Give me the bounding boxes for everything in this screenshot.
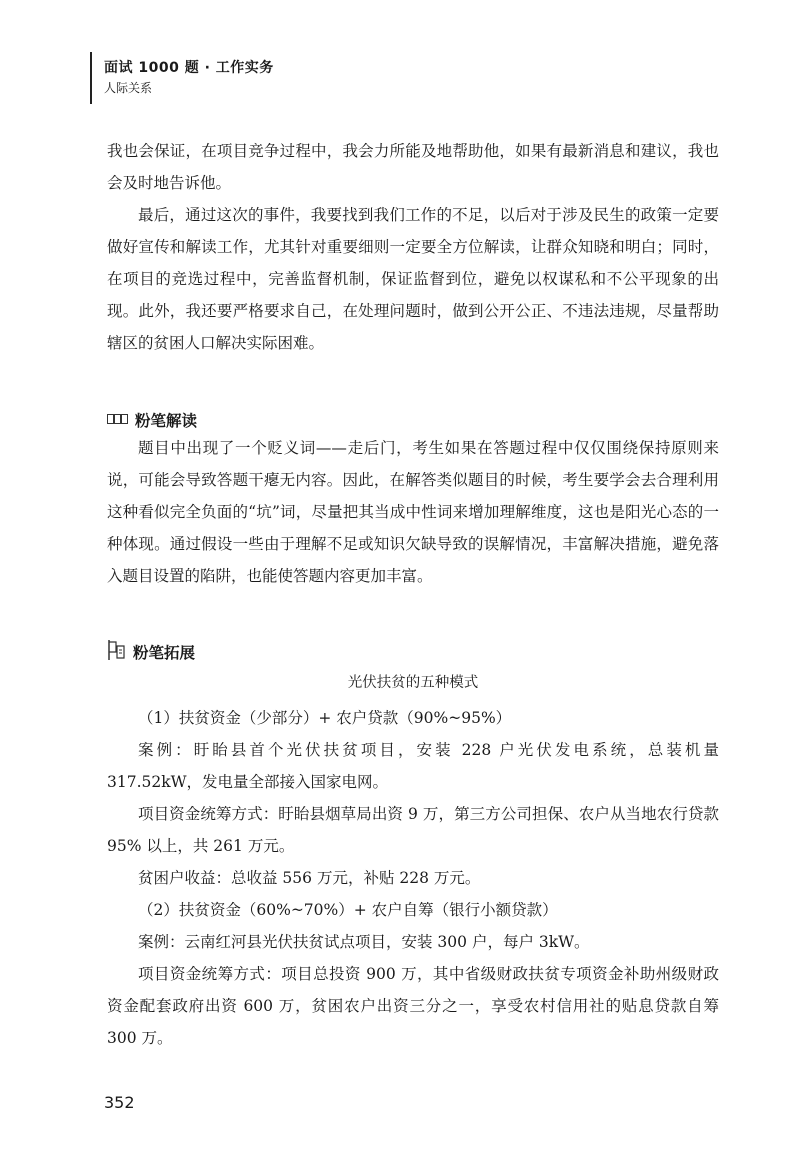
expansion-heading <box>107 640 195 664</box>
interpretation-text <box>107 432 719 592</box>
header-rule <box>90 52 92 104</box>
paragraph: 案例：云南红河县光伏扶贫试点项目，安装 300 户，每户 3kW。 <box>138 933 590 951</box>
running-header-subtitle: 人际关系 <box>104 81 153 95</box>
paragraph: （1）扶贫资金（少部分）+ 农户贷款（90%~95%） <box>138 709 512 727</box>
paragraph: 我也会保证，在项目竞争过程中，我会力所能及地帮助他，如果有最新消息和建议，我也会及时地告诉他。 <box>107 142 719 192</box>
paragraph: （2）扶贫资金（60%~70%）+ 农户自筹（银行小额贷款） <box>138 901 558 919</box>
interpretation-heading <box>107 408 197 432</box>
running-header-title: 面试 1000 题 · 工作实务 <box>104 60 274 76</box>
expansion-title: 光伏扶贫的五种模式 <box>347 675 479 691</box>
paragraph: 案例：盱眙县首个光伏扶贫项目，安装 228 户光伏发电系统，总装机量 317.52kW，发电量全部接入国家电网。 <box>107 741 719 791</box>
paragraph: 题目中出现了一个贬义词——走后门，考生如果在答题过程中仅仅围绕保持原则来说，可能会导致答题干瘪无内容。因此，在解答类似题目的时候，考生要学会去合理利用这种看似完全负面的“坑”词，尽量把其当成中性词来增加理解维度，这也是阳光心态的一种体现。通过假设一些由于理解不足或知识欠缺导致的误解情况，丰富解决措施，避免落入题目设置的陷阱，也能使答题内容更加丰富。 <box>107 439 719 585</box>
expansion-text <box>107 702 719 1054</box>
paragraph: 最后，通过这次的事件，我要找到我们工作的不足，以后对于涉及民生的政策一定要做好宣传和解读工作，尤其针对重要细则一定要全方位解读，让群众知晓和明白；同时，在项目的竞选过程中，完善监督机制，保证监督到位，避免以权谋私和不公平现象的出现。此外，我还要严格要求自己，在处理问题时，做到公开公正、不违法违规，尽量帮助辖区的贫困人口解决实际困难。 <box>107 206 719 352</box>
page-number: 352 <box>104 1093 135 1112</box>
paragraph: 项目资金统筹方式：项目总投资 900 万，其中省级财政扶贫专项资金补助州级财政资金配套政府出资 600 万，贫困农户出资三分之一，享受农村信用社的贴息贷款自筹 300 万。 <box>107 965 719 1047</box>
paragraph: 贫困户收益：总收益 556 万元，补贴 228 万元。 <box>138 869 481 887</box>
book-icon <box>107 411 129 429</box>
bookmark-icon <box>107 639 127 665</box>
section-title: 粉笔拓展 <box>133 644 196 662</box>
paragraph: 项目资金统筹方式：盱眙县烟草局出资 9 万，第三方公司担保、农户从当地农行贷款 95% 以上，共 261 万元。 <box>107 805 719 855</box>
section-title: 粉笔解读 <box>135 412 198 430</box>
intro-text <box>107 135 719 359</box>
